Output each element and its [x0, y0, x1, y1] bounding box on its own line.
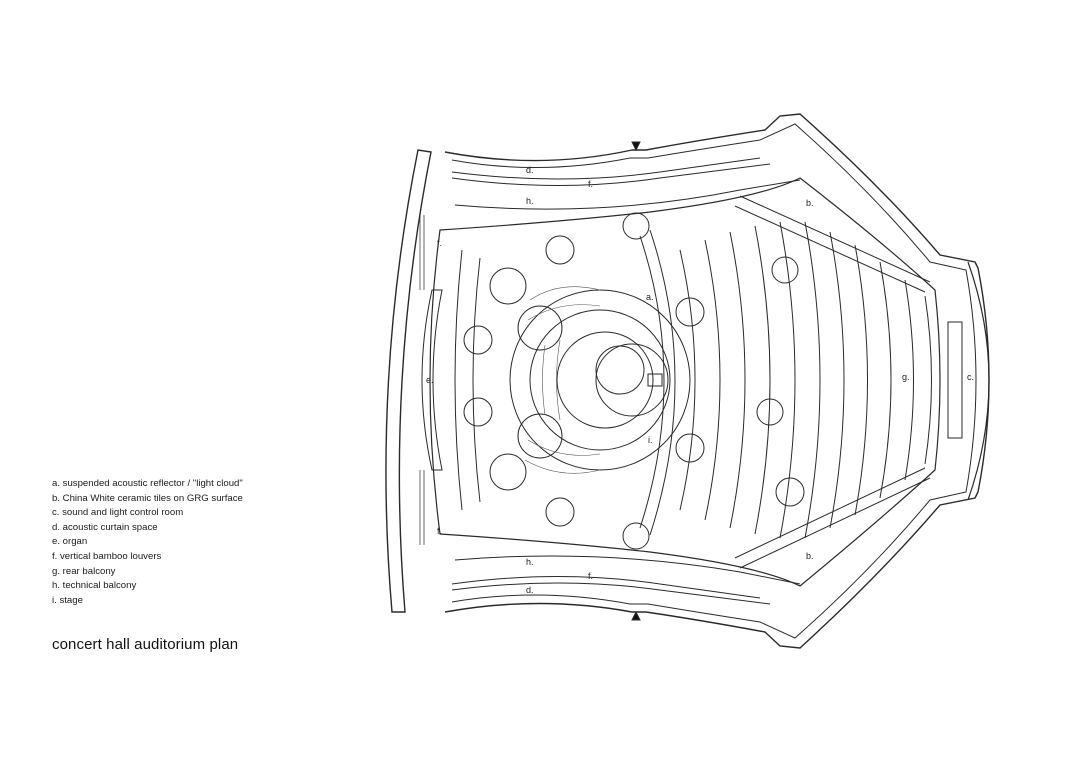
seat-row	[880, 262, 891, 498]
legend	[52, 477, 243, 608]
plan-label-h-bottom: h.	[526, 557, 534, 567]
legend-item-i: i. stage	[52, 594, 83, 606]
column	[776, 478, 804, 506]
seat-row	[455, 250, 462, 510]
stage-edge-arc-inner	[640, 236, 664, 528]
column	[518, 414, 562, 458]
seat-row	[925, 296, 932, 464]
seat-row	[780, 222, 795, 538]
legend-item-a: a. suspended acoustic reflector / "light cloud"	[52, 478, 243, 489]
plan-label-g: g.	[902, 372, 910, 382]
column	[546, 498, 574, 526]
curtain-band-top-2	[452, 164, 770, 186]
seat-row	[805, 222, 820, 538]
column	[490, 454, 526, 490]
stage-seating-pattern	[525, 287, 600, 474]
column	[490, 268, 526, 304]
plan-label-f-left-top: f.	[437, 238, 443, 248]
legend-item-b: b. China White ceramic tiles on GRG surface	[52, 492, 243, 504]
column	[464, 398, 492, 426]
seat-row	[755, 226, 770, 534]
column	[623, 523, 649, 549]
aisle-band	[740, 196, 930, 282]
plan-label-c: c.	[967, 372, 975, 382]
plan-label-h-top: h.	[526, 196, 534, 206]
plan-label-i: i.	[648, 435, 653, 445]
legend-item-c: c. sound and light control room	[52, 507, 184, 519]
column	[596, 346, 644, 394]
entrance-arrow-bottom	[632, 612, 640, 620]
plan-title: concert hall auditorium plan	[52, 636, 239, 653]
seat-row	[730, 232, 745, 528]
legend-item-g: g. rear balcony	[52, 565, 116, 577]
aisle-band	[740, 478, 930, 568]
legend-item-e: e. organ	[52, 536, 88, 548]
curtain-band-top	[452, 158, 760, 179]
legend-item-d: d. acoustic curtain space	[52, 521, 158, 533]
legend-item-f: f. vertical bamboo louvers	[52, 550, 162, 562]
plan-label-f-top: f.	[588, 179, 594, 189]
plan-label-d-top: d.	[526, 165, 534, 175]
plan-label-b-top: b.	[806, 198, 814, 208]
reflector-ring-1	[510, 290, 690, 470]
plan-label-e: e.	[426, 375, 434, 385]
hall-boundary	[430, 178, 940, 586]
curtain-band-bottom-2	[452, 577, 760, 599]
stage-platform	[648, 374, 662, 386]
control-room	[948, 322, 962, 438]
seat-row	[473, 258, 480, 502]
plan-label-a: a.	[646, 292, 654, 302]
plan-label-d-bottom: d.	[526, 585, 534, 595]
column	[772, 257, 798, 283]
seat-row	[830, 232, 844, 528]
seat-row	[705, 240, 720, 520]
seat-row	[855, 245, 868, 515]
reflector-ring-4	[596, 344, 668, 416]
column	[623, 213, 649, 239]
reflector-ring-3	[557, 332, 653, 428]
plan-label-f-left-bottom: f.	[437, 526, 443, 536]
plan-label-b-bottom: b.	[806, 551, 814, 561]
reflector-ring-2	[530, 310, 670, 450]
entrance-arrow-top	[632, 142, 640, 150]
plan-label-f-bottom: f.	[588, 571, 594, 581]
column	[546, 236, 574, 264]
column	[464, 326, 492, 354]
legend-item-h: h. technical balcony	[52, 580, 137, 592]
seat-row	[680, 250, 695, 510]
